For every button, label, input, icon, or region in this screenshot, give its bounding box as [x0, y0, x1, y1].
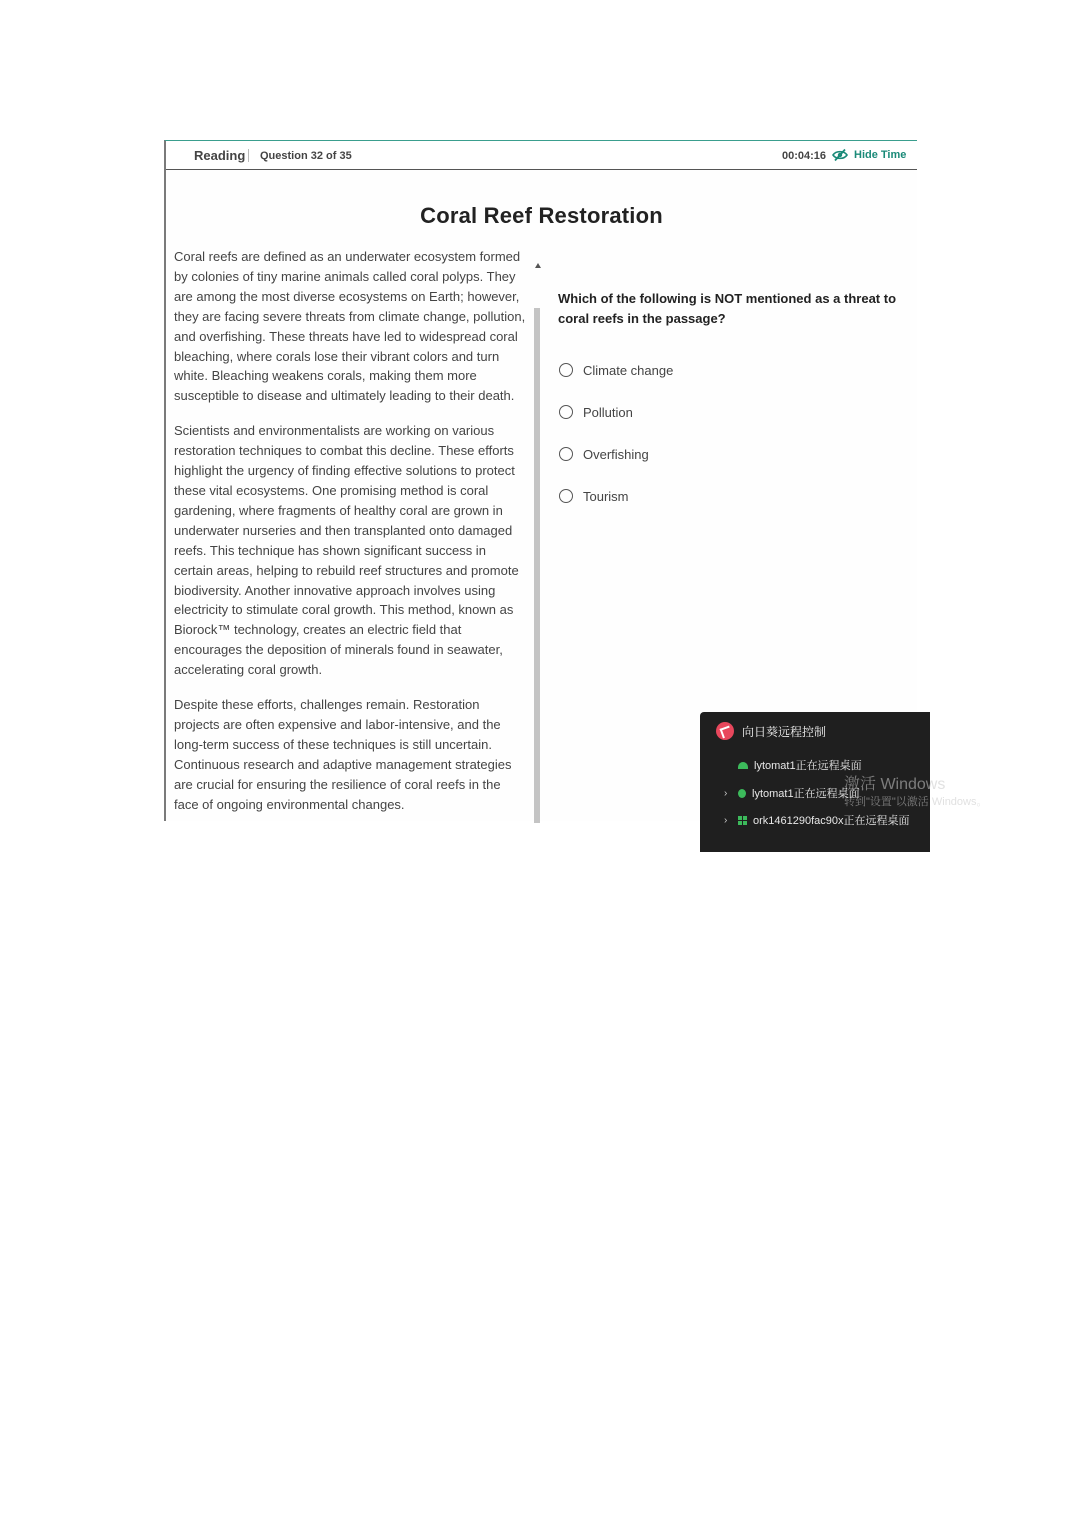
passage-paragraph: Despite these efforts, challenges remain. Restoration projects are often expensive and labor-intensive, and the long-term success of these techniques is still uncertain. Continuous research and adaptive management strategies are crucial for ensuring the resilience of coral reefs in the face of ongoing environmental changes. [174, 697, 512, 812]
windows-icon [738, 816, 747, 825]
scroll-thumb[interactable] [534, 308, 540, 823]
remote-session-row[interactable] [724, 785, 860, 801]
sunflower-logo-icon [716, 722, 734, 740]
remote-popup-title: 向日葵远程控制 [742, 724, 827, 739]
remote-session-row[interactable] [724, 812, 910, 828]
chevron-right-icon[interactable]: › [724, 814, 728, 826]
remote-session-label: lytomat1正在远程桌面 [754, 760, 862, 772]
answer-options [558, 349, 898, 517]
android-icon [738, 762, 748, 769]
section-name: Reading [194, 148, 246, 163]
top-bar [166, 141, 917, 170]
answer-option-d[interactable] [558, 475, 898, 517]
option-label: Tourism [583, 488, 629, 504]
passage-paragraph: Coral reefs are defined as an underwater ecosystem formed by colonies of tiny marine animals called coral polyps. They are among the most diverse ecosystems on Earth; however, they are facing severe threats from climate change, pollution, and overfishing. These threats have led to widespread coral bleaching, where corals lose their vibrant colors and turn white. Bleaching weakens corals, making them more susceptible to disease and ultimately leading to their death. [174, 249, 526, 404]
radio-button[interactable] [559, 489, 573, 503]
remote-session-label: ork1461290fac90x正在远程桌面 [753, 815, 910, 827]
passage-scrollbar[interactable] [534, 263, 542, 823]
activation-watermark: 激活 Windows [844, 776, 946, 793]
question-stem: Which of the following is NOT mentioned as a threat to coral reefs in the passage? [558, 291, 897, 326]
passage-paragraph: Scientists and environmentalists are working on various restoration techniques to combat this decline. These efforts highlight the urgency of finding effective solutions to protect these vital ecosystems. One promising method is coral gardening, where fragments of healthy coral are grown in underwater nurseries and then transplanted onto damaged reefs. This technique has shown significant success in certain areas, helping to rebuild reef structures and promote biodiversity. Another innovative approach involves using electricity to stimulate coral growth. This method, known as Biorock™ technology, creates an electric field that encourages the deposition of minerals found in seawater, accelerating coral growth. [174, 423, 519, 678]
chevron-right-icon[interactable]: › [724, 787, 728, 799]
radio-button[interactable] [559, 447, 573, 461]
option-label: Climate change [583, 362, 674, 378]
option-label: Pollution [583, 404, 633, 420]
hide-time-label: Hide Time [854, 149, 907, 161]
passage-pane[interactable] [174, 249, 526, 821]
remote-session-row[interactable] [724, 757, 862, 773]
option-label: Overfishing [583, 446, 649, 462]
radio-button[interactable] [559, 363, 573, 377]
remote-session-label: lytomat1正在远程桌面 [752, 788, 860, 800]
scroll-up-arrow-icon[interactable] [535, 263, 541, 268]
test-window [164, 140, 988, 827]
eye-slash-icon [832, 148, 848, 162]
answer-option-b[interactable] [558, 391, 898, 433]
answer-option-a[interactable] [558, 349, 898, 391]
question-pane [558, 289, 898, 517]
radio-button[interactable] [559, 405, 573, 419]
activation-watermark-sub: 转到"设置"以激活 Windows。 [844, 796, 988, 808]
header-divider [248, 149, 249, 162]
answer-option-c[interactable] [558, 433, 898, 475]
remote-popup-header [716, 722, 826, 740]
hide-time-button[interactable] [832, 146, 906, 164]
timer: 00:04:16 [782, 150, 827, 162]
apple-icon [738, 789, 746, 798]
passage-title: Coral Reef Restoration [420, 203, 663, 228]
question-counter: Question 32 of 35 [260, 150, 352, 162]
